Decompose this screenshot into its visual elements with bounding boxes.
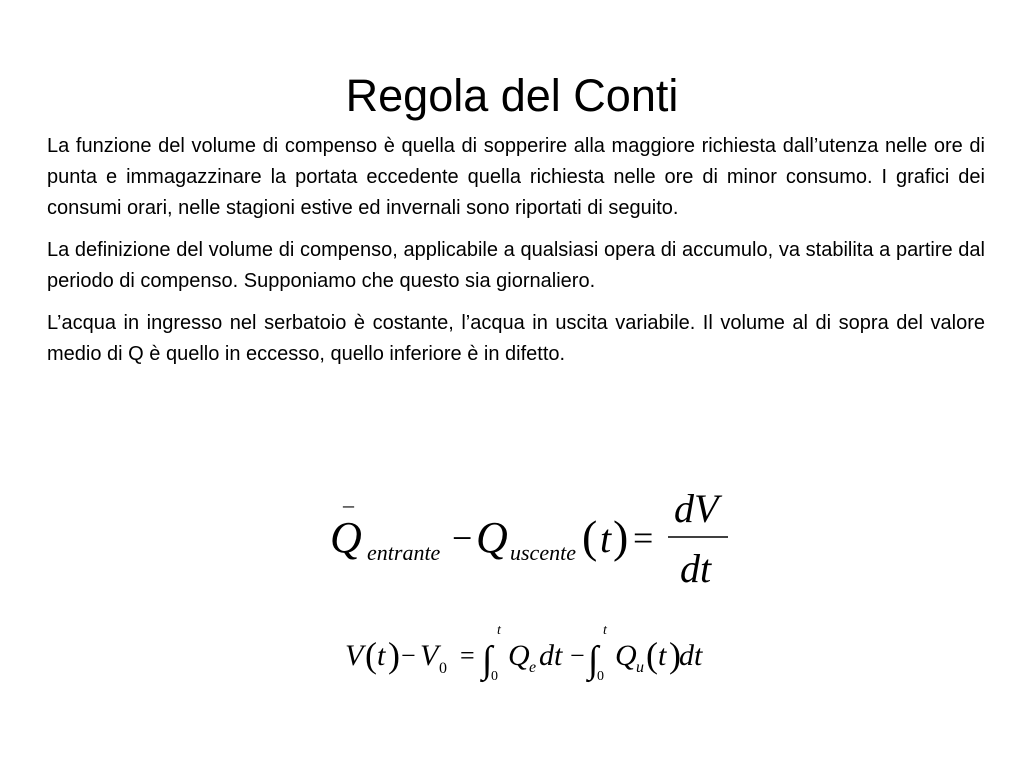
eq1-denominator: dt	[680, 546, 712, 591]
eq2-integral-1-upper: t	[497, 623, 501, 638]
eq2-t-2: t	[658, 639, 667, 672]
eq2-sub-e: e	[529, 659, 537, 676]
eq1-lparen: (	[582, 511, 598, 562]
eq2-integral-2-upper: t	[603, 623, 607, 638]
eq2-rparen-2: )	[669, 635, 681, 675]
eq2-q-u: Q	[615, 639, 637, 672]
eq1-equals: =	[633, 518, 654, 558]
eq1-numerator: dV	[674, 486, 719, 531]
eq2-lparen-2: (	[646, 635, 658, 675]
eq1-q-in: Q	[330, 513, 362, 562]
eq2-rparen: )	[388, 635, 400, 675]
eq1-bar: –	[343, 492, 354, 517]
eq2-t: t	[377, 639, 386, 672]
eq2-v: V	[345, 639, 364, 672]
equation-flow-balance	[330, 482, 750, 592]
paragraph-1: La funzione del volume di compenso è quella di sopperire alla maggiore richiesta dall’utenza nelle ore di punta e immagazzinare la portata eccedente quella richiesta nelle ore di minor consumo. I grafici dei consumi orari, nelle stagioni estive ed invernali sono riportati di seguito.	[47, 135, 985, 219]
eq1-sub-entrante: entrante	[367, 540, 441, 565]
eq1-minus: −	[452, 518, 473, 558]
eq2-integral-1: ∫	[482, 639, 493, 681]
equation-flow-balance-svg	[330, 482, 750, 592]
eq2-integral-1-lower: 0	[491, 669, 498, 684]
equation-volume-integral	[345, 620, 725, 690]
eq1-rparen: )	[613, 511, 629, 562]
slide-body	[47, 131, 985, 381]
eq2-equals: =	[460, 641, 475, 670]
eq2-v0: V	[420, 639, 439, 672]
eq1-t: t	[600, 516, 612, 561]
eq2-dt-1: dt	[539, 639, 563, 672]
eq2-integral-2: ∫	[588, 639, 599, 681]
eq2-minus-2: −	[570, 641, 585, 670]
eq2-q-e: Q	[508, 639, 530, 672]
eq2-v0-subscript: 0	[439, 660, 447, 677]
eq2-sub-u: u	[636, 659, 644, 676]
eq1-sub-uscente: uscente	[510, 540, 576, 565]
slide-title: Regola del Conti	[345, 70, 679, 121]
equation-volume-integral-svg	[345, 620, 725, 690]
eq2-dt-2: dt	[679, 639, 703, 672]
eq1-q-out: Q	[476, 513, 508, 562]
paragraph-3: L’acqua in ingresso nel serbatoio è costante, l’acqua in uscita variabile. Il volume al di sopra del valore medio di Q è quello in eccesso, quello inferiore è in difetto.	[47, 312, 985, 365]
paragraph-2: La definizione del volume di compenso, applicabile a qualsiasi opera di accumulo, va stabilita a partire dal periodo di compenso. Supponiamo che questo sia giornaliero.	[47, 239, 985, 292]
eq2-lparen: (	[365, 635, 377, 675]
eq2-minus: −	[401, 641, 416, 670]
eq2-integral-2-lower: 0	[597, 669, 604, 684]
